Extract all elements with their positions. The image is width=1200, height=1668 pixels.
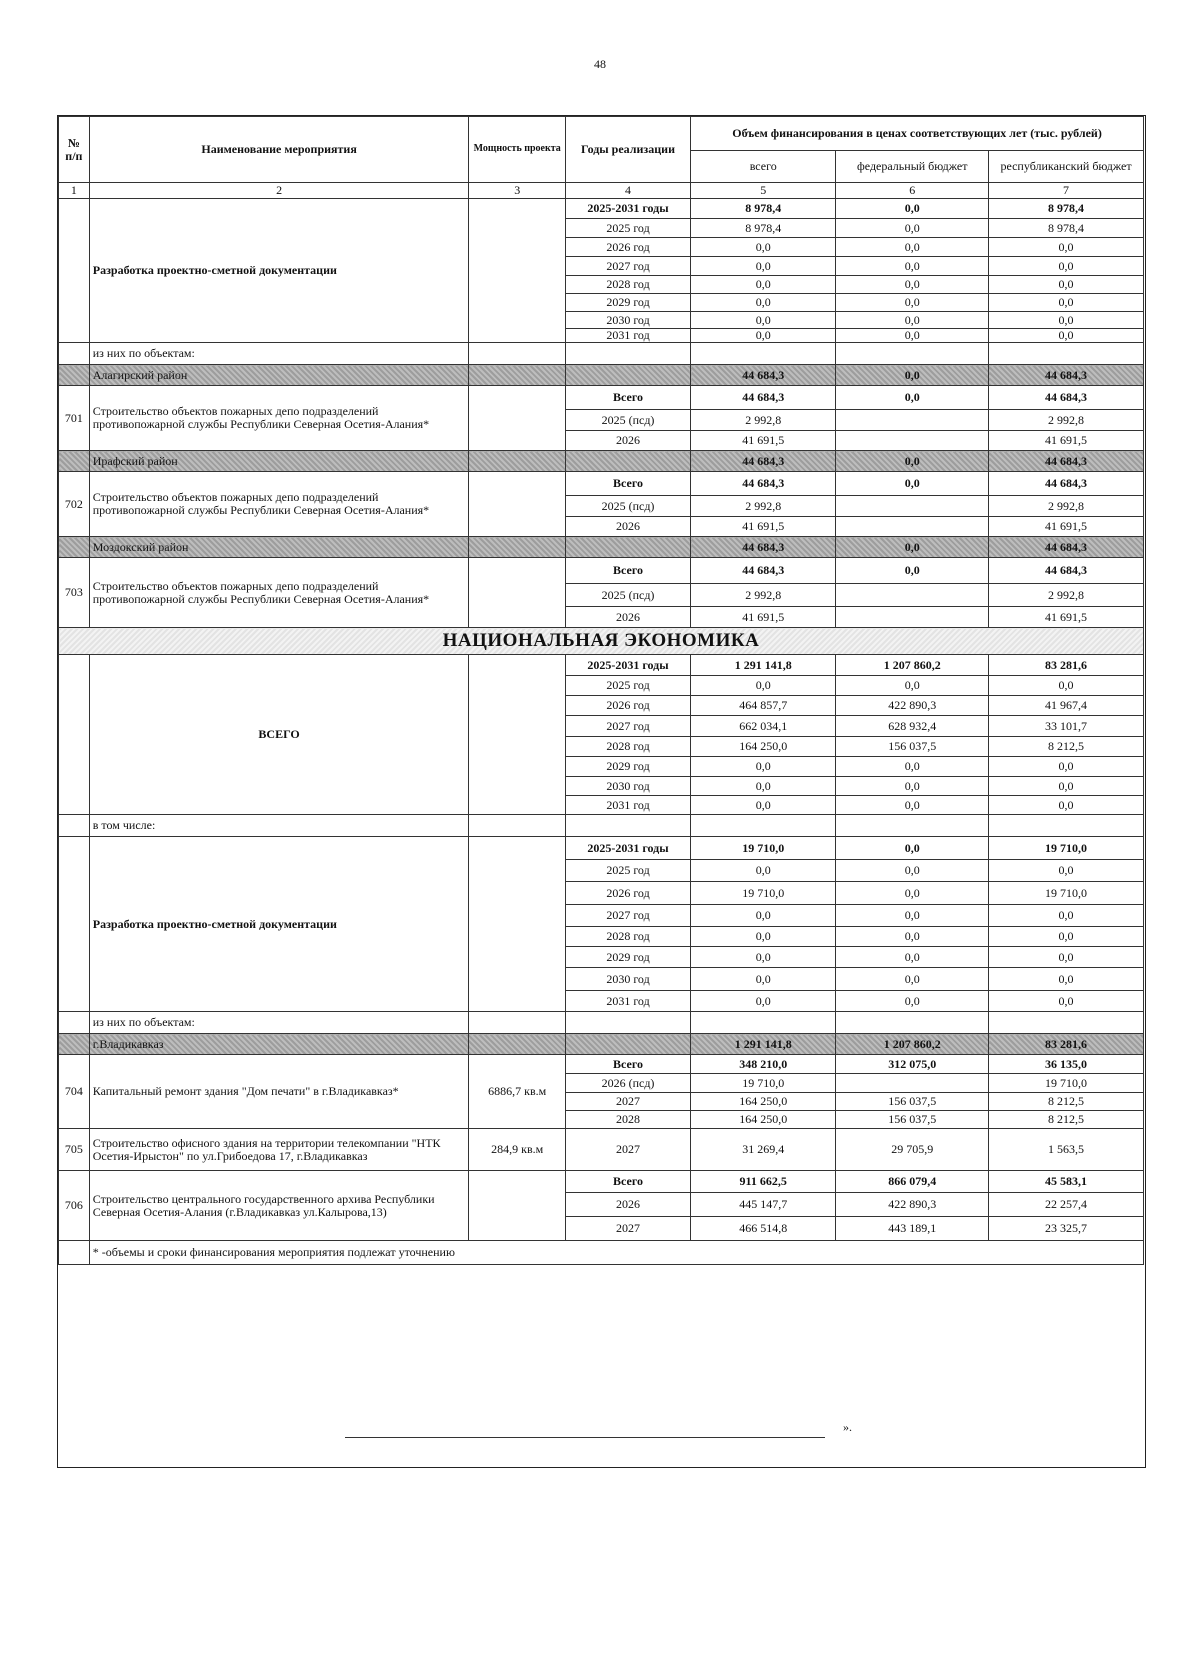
republic-cell: 45 583,1 bbox=[989, 1171, 1144, 1193]
empty-cell bbox=[836, 343, 989, 365]
label-row bbox=[59, 343, 1144, 365]
federal-cell: 0,0 bbox=[836, 238, 989, 257]
year-cell: Всего bbox=[565, 386, 690, 410]
year-cell: 2026 год bbox=[565, 238, 690, 257]
empty-cell bbox=[836, 815, 989, 837]
year-cell: 2030 год bbox=[565, 777, 690, 796]
table-body bbox=[59, 199, 1144, 1241]
project-capacity: 284,9 кв.м bbox=[469, 1129, 566, 1171]
total-cell: 0,0 bbox=[691, 796, 836, 815]
row-number bbox=[59, 655, 90, 815]
label-row bbox=[59, 815, 1144, 837]
activity-name: Строительство объектов пожарных депо подразделений противопожарной службы Республики Северная Осетия-Алания* bbox=[89, 472, 469, 537]
district-name: Ирафский район bbox=[89, 451, 469, 472]
republic-cell: 0,0 bbox=[989, 276, 1144, 294]
col-number: 4 bbox=[565, 183, 690, 199]
federal-cell bbox=[836, 496, 989, 517]
federal-cell: 443 189,1 bbox=[836, 1217, 989, 1241]
federal-cell: 0,0 bbox=[836, 796, 989, 815]
empty-cell bbox=[469, 537, 566, 558]
empty-cell bbox=[565, 451, 690, 472]
empty-cell bbox=[469, 1034, 566, 1055]
republic-cell: 0,0 bbox=[989, 860, 1144, 882]
district-name: г.Владикавказ bbox=[89, 1034, 469, 1055]
total-cell: 348 210,0 bbox=[691, 1055, 836, 1074]
total-cell: 8 978,4 bbox=[691, 219, 836, 238]
total-cell: 2 992,8 bbox=[691, 584, 836, 607]
federal-cell bbox=[836, 410, 989, 431]
federal-cell: 0,0 bbox=[836, 777, 989, 796]
project-capacity bbox=[469, 199, 566, 343]
project-capacity bbox=[469, 655, 566, 815]
empty-cell bbox=[565, 815, 690, 837]
republic-cell: 44 684,3 bbox=[989, 472, 1144, 496]
empty-cell bbox=[469, 1012, 566, 1034]
table-row bbox=[59, 655, 1144, 676]
total-cell: 19 710,0 bbox=[691, 1074, 836, 1093]
financing-table bbox=[58, 116, 1144, 1265]
district-total: 44 684,3 bbox=[691, 537, 836, 558]
republic-cell: 0,0 bbox=[989, 238, 1144, 257]
district-republic: 44 684,3 bbox=[989, 537, 1144, 558]
total-cell: 8 978,4 bbox=[691, 199, 836, 219]
district-row bbox=[59, 537, 1144, 558]
table-row bbox=[59, 1055, 1144, 1074]
republic-cell: 19 710,0 bbox=[989, 837, 1144, 860]
year-cell: 2028 bbox=[565, 1111, 690, 1129]
col-number: 2 bbox=[89, 183, 469, 199]
federal-cell: 156 037,5 bbox=[836, 737, 989, 757]
header-total: всего bbox=[691, 151, 836, 183]
empty-cell bbox=[565, 537, 690, 558]
republic-cell: 0,0 bbox=[989, 757, 1144, 777]
total-cell: 0,0 bbox=[691, 238, 836, 257]
total-cell: 44 684,3 bbox=[691, 386, 836, 410]
empty-cell bbox=[691, 343, 836, 365]
republic-cell: 0,0 bbox=[989, 329, 1144, 343]
header-federal: федеральный бюджет bbox=[836, 151, 989, 183]
republic-cell: 0,0 bbox=[989, 257, 1144, 276]
district-republic: 44 684,3 bbox=[989, 451, 1144, 472]
federal-cell: 0,0 bbox=[836, 757, 989, 777]
total-cell: 44 684,3 bbox=[691, 472, 836, 496]
year-cell: 2029 год bbox=[565, 757, 690, 777]
col-number: 6 bbox=[836, 183, 989, 199]
year-cell: 2025 (псд) bbox=[565, 410, 690, 431]
year-cell: 2027 bbox=[565, 1093, 690, 1111]
project-capacity bbox=[469, 472, 566, 537]
total-cell: 464 857,7 bbox=[691, 696, 836, 716]
empty-cell bbox=[469, 365, 566, 386]
project-capacity: 6886,7 кв.м bbox=[469, 1055, 566, 1129]
year-cell: 2028 год bbox=[565, 276, 690, 294]
federal-cell: 156 037,5 bbox=[836, 1093, 989, 1111]
empty-cell bbox=[565, 343, 690, 365]
total-cell: 41 691,5 bbox=[691, 517, 836, 537]
republic-cell: 8 212,5 bbox=[989, 1093, 1144, 1111]
empty-cell bbox=[691, 1012, 836, 1034]
federal-cell bbox=[836, 1074, 989, 1093]
republic-cell: 0,0 bbox=[989, 676, 1144, 696]
republic-cell: 8 212,5 bbox=[989, 737, 1144, 757]
total-cell: 0,0 bbox=[691, 294, 836, 312]
total-cell: 1 291 141,8 bbox=[691, 655, 836, 676]
total-cell: 0,0 bbox=[691, 276, 836, 294]
page-number: 48 bbox=[594, 57, 606, 71]
total-cell: 0,0 bbox=[691, 257, 836, 276]
republic-cell: 0,0 bbox=[989, 312, 1144, 329]
year-cell: Всего bbox=[565, 558, 690, 584]
year-cell: 2028 год bbox=[565, 737, 690, 757]
total-cell: 2 992,8 bbox=[691, 496, 836, 517]
activity-name: Разработка проектно-сметной документации bbox=[89, 837, 469, 1012]
table-row bbox=[59, 1129, 1144, 1171]
district-total: 44 684,3 bbox=[691, 365, 836, 386]
federal-cell: 0,0 bbox=[836, 199, 989, 219]
federal-cell: 422 890,3 bbox=[836, 696, 989, 716]
year-cell: 2026 bbox=[565, 1193, 690, 1217]
project-capacity bbox=[469, 558, 566, 628]
empty-cell bbox=[989, 1012, 1144, 1034]
year-cell: 2025-2031 годы bbox=[565, 655, 690, 676]
total-cell: 0,0 bbox=[691, 329, 836, 343]
closing-line bbox=[345, 1425, 825, 1438]
year-cell: 2026 (псд) bbox=[565, 1074, 690, 1093]
republic-cell: 8 978,4 bbox=[989, 199, 1144, 219]
federal-cell: 0,0 bbox=[836, 882, 989, 905]
republic-cell: 0,0 bbox=[989, 927, 1144, 947]
row-label: из них по объектам: bbox=[89, 343, 469, 365]
federal-cell: 0,0 bbox=[836, 219, 989, 238]
year-cell: Всего bbox=[565, 472, 690, 496]
activity-name: Строительство центрального государственного архива Республики Северная Осетия-Алания (г.Владикавказ ул.Калырова,13) bbox=[89, 1171, 469, 1241]
total-cell: 164 250,0 bbox=[691, 1111, 836, 1129]
republic-cell: 0,0 bbox=[989, 968, 1144, 991]
republic-cell: 36 135,0 bbox=[989, 1055, 1144, 1074]
federal-cell: 1 207 860,2 bbox=[836, 655, 989, 676]
republic-cell: 2 992,8 bbox=[989, 584, 1144, 607]
year-cell: 2025-2031 годы bbox=[565, 837, 690, 860]
district-name: Алагирский район bbox=[89, 365, 469, 386]
district-federal: 1 207 860,2 bbox=[836, 1034, 989, 1055]
republic-cell: 8 212,5 bbox=[989, 1111, 1144, 1129]
header-name: Наименование мероприятия bbox=[89, 117, 469, 183]
republic-cell: 0,0 bbox=[989, 796, 1144, 815]
header-num: № п/п bbox=[59, 117, 90, 183]
federal-cell: 866 079,4 bbox=[836, 1171, 989, 1193]
federal-cell: 0,0 bbox=[836, 386, 989, 410]
row-label: в том числе: bbox=[89, 815, 469, 837]
district-row bbox=[59, 1034, 1144, 1055]
table-row bbox=[59, 837, 1144, 860]
year-cell: 2025 год bbox=[565, 860, 690, 882]
total-cell: 466 514,8 bbox=[691, 1217, 836, 1241]
federal-cell bbox=[836, 584, 989, 607]
total-cell: 0,0 bbox=[691, 777, 836, 796]
year-cell: 2025 (псд) bbox=[565, 496, 690, 517]
federal-cell: 0,0 bbox=[836, 276, 989, 294]
total-cell: 0,0 bbox=[691, 676, 836, 696]
total-cell: 164 250,0 bbox=[691, 737, 836, 757]
total-cell: 31 269,4 bbox=[691, 1129, 836, 1171]
num-cell bbox=[59, 537, 90, 558]
total-cell: 2 992,8 bbox=[691, 410, 836, 431]
federal-cell: 0,0 bbox=[836, 905, 989, 927]
federal-cell: 0,0 bbox=[836, 472, 989, 496]
section-title: НАЦИОНАЛЬНАЯ ЭКОНОМИКА bbox=[59, 628, 1144, 655]
empty-cell bbox=[469, 343, 566, 365]
total-cell: 0,0 bbox=[691, 947, 836, 968]
federal-cell: 0,0 bbox=[836, 837, 989, 860]
row-number bbox=[59, 837, 90, 1012]
federal-cell: 29 705,9 bbox=[836, 1129, 989, 1171]
footnote: * -объемы и сроки финансирования мероприятия подлежат уточнению bbox=[89, 1241, 1143, 1265]
project-capacity bbox=[469, 837, 566, 1012]
year-cell: 2027 bbox=[565, 1217, 690, 1241]
federal-cell: 422 890,3 bbox=[836, 1193, 989, 1217]
federal-cell: 0,0 bbox=[836, 312, 989, 329]
year-cell: 2029 год bbox=[565, 294, 690, 312]
header-republic: республиканский бюджет bbox=[989, 151, 1144, 183]
row-label: из них по объектам: bbox=[89, 1012, 469, 1034]
year-cell: 2027 год bbox=[565, 716, 690, 737]
district-row bbox=[59, 451, 1144, 472]
empty-cell bbox=[691, 815, 836, 837]
federal-cell bbox=[836, 517, 989, 537]
row-number: 703 bbox=[59, 558, 90, 628]
republic-cell: 41 691,5 bbox=[989, 607, 1144, 628]
year-cell: 2027 год bbox=[565, 257, 690, 276]
federal-cell: 0,0 bbox=[836, 991, 989, 1012]
year-cell: 2025 (псд) bbox=[565, 584, 690, 607]
table-row bbox=[59, 386, 1144, 410]
total-cell: 0,0 bbox=[691, 757, 836, 777]
label-row bbox=[59, 1012, 1144, 1034]
empty-cell bbox=[989, 815, 1144, 837]
federal-cell: 0,0 bbox=[836, 676, 989, 696]
activity-name: Строительство объектов пожарных депо подразделений противопожарной службы Республики Северная Осетия-Алания* bbox=[89, 558, 469, 628]
total-cell: 662 034,1 bbox=[691, 716, 836, 737]
num-cell bbox=[59, 451, 90, 472]
header-years: Годы реализации bbox=[565, 117, 690, 183]
year-cell: 2026 bbox=[565, 431, 690, 451]
year-cell: 2031 год bbox=[565, 796, 690, 815]
republic-cell: 1 563,5 bbox=[989, 1129, 1144, 1171]
republic-cell: 44 684,3 bbox=[989, 558, 1144, 584]
empty-cell bbox=[469, 451, 566, 472]
federal-cell bbox=[836, 607, 989, 628]
project-capacity bbox=[469, 1171, 566, 1241]
row-number: 706 bbox=[59, 1171, 90, 1241]
row-number: 701 bbox=[59, 386, 90, 451]
table-row bbox=[59, 199, 1144, 219]
district-republic: 44 684,3 bbox=[989, 365, 1144, 386]
total-cell: 0,0 bbox=[691, 927, 836, 947]
republic-cell: 0,0 bbox=[989, 294, 1144, 312]
republic-cell: 0,0 bbox=[989, 905, 1144, 927]
table-row bbox=[59, 1171, 1144, 1193]
district-name: Моздокский район bbox=[89, 537, 469, 558]
table-row bbox=[59, 472, 1144, 496]
year-cell: 2026 год bbox=[565, 696, 690, 716]
republic-cell: 41 967,4 bbox=[989, 696, 1144, 716]
total-cell: 0,0 bbox=[691, 905, 836, 927]
total-cell: 0,0 bbox=[691, 312, 836, 329]
row-number bbox=[59, 199, 90, 343]
total-cell: 41 691,5 bbox=[691, 607, 836, 628]
year-cell: Всего bbox=[565, 1171, 690, 1193]
total-cell: 164 250,0 bbox=[691, 1093, 836, 1111]
district-row bbox=[59, 365, 1144, 386]
total-cell: 41 691,5 bbox=[691, 431, 836, 451]
section-row bbox=[59, 628, 1144, 655]
year-cell: 2031 год bbox=[565, 991, 690, 1012]
republic-cell: 0,0 bbox=[989, 991, 1144, 1012]
year-cell: 2027 bbox=[565, 1129, 690, 1171]
activity-name: ВСЕГО bbox=[89, 655, 469, 815]
republic-cell: 2 992,8 bbox=[989, 410, 1144, 431]
year-cell: 2027 год bbox=[565, 905, 690, 927]
total-cell: 445 147,7 bbox=[691, 1193, 836, 1217]
year-cell: 2030 год bbox=[565, 968, 690, 991]
total-cell: 911 662,5 bbox=[691, 1171, 836, 1193]
total-cell: 0,0 bbox=[691, 860, 836, 882]
district-total: 44 684,3 bbox=[691, 451, 836, 472]
year-cell: 2029 год bbox=[565, 947, 690, 968]
total-cell: 19 710,0 bbox=[691, 837, 836, 860]
activity-name: Капитальный ремонт здания "Дом печати" в г.Владикавказ* bbox=[89, 1055, 469, 1129]
header-funding: Объем финансирования в ценах соответствующих лет (тыс. рублей) bbox=[691, 117, 1144, 151]
federal-cell: 312 075,0 bbox=[836, 1055, 989, 1074]
republic-cell: 44 684,3 bbox=[989, 386, 1144, 410]
col-number: 5 bbox=[691, 183, 836, 199]
year-cell: Всего bbox=[565, 1055, 690, 1074]
total-cell: 19 710,0 bbox=[691, 882, 836, 905]
num-cell bbox=[59, 1012, 90, 1034]
empty-cell bbox=[565, 365, 690, 386]
empty-cell bbox=[565, 1034, 690, 1055]
col-number: 3 bbox=[469, 183, 566, 199]
total-cell: 0,0 bbox=[691, 968, 836, 991]
num-cell bbox=[59, 343, 90, 365]
federal-cell: 0,0 bbox=[836, 927, 989, 947]
activity-name: Строительство офисного здания на территории телекомпании "НТК Осетия-Ирыстон" по ул.Грибоедова 17, г.Владикавказ bbox=[89, 1129, 469, 1171]
year-cell: 2025-2031 годы bbox=[565, 199, 690, 219]
closing-mark: ». bbox=[843, 1420, 852, 1434]
total-cell: 0,0 bbox=[691, 991, 836, 1012]
republic-cell: 23 325,7 bbox=[989, 1217, 1144, 1241]
republic-cell: 19 710,0 bbox=[989, 1074, 1144, 1093]
empty-cell bbox=[836, 1012, 989, 1034]
year-cell: 2026 bbox=[565, 517, 690, 537]
federal-cell bbox=[836, 431, 989, 451]
republic-cell: 33 101,7 bbox=[989, 716, 1144, 737]
year-cell: 2025 год bbox=[565, 219, 690, 238]
num-cell bbox=[59, 815, 90, 837]
republic-cell: 2 992,8 bbox=[989, 496, 1144, 517]
project-capacity bbox=[469, 386, 566, 451]
year-cell: 2031 год bbox=[565, 329, 690, 343]
district-federal: 0,0 bbox=[836, 451, 989, 472]
year-cell: 2030 год bbox=[565, 312, 690, 329]
empty-cell bbox=[469, 815, 566, 837]
federal-cell: 0,0 bbox=[836, 294, 989, 312]
year-cell: 2025 год bbox=[565, 676, 690, 696]
federal-cell: 0,0 bbox=[836, 947, 989, 968]
republic-cell: 41 691,5 bbox=[989, 431, 1144, 451]
num-cell bbox=[59, 1034, 90, 1055]
republic-cell: 0,0 bbox=[989, 947, 1144, 968]
document-sheet bbox=[57, 115, 1146, 1468]
activity-name: Строительство объектов пожарных депо подразделений противопожарной службы Республики Северная Осетия-Алания* bbox=[89, 386, 469, 451]
total-cell: 44 684,3 bbox=[691, 558, 836, 584]
republic-cell: 22 257,4 bbox=[989, 1193, 1144, 1217]
federal-cell: 0,0 bbox=[836, 257, 989, 276]
federal-cell: 0,0 bbox=[836, 558, 989, 584]
table-row bbox=[59, 558, 1144, 584]
republic-cell: 83 281,6 bbox=[989, 655, 1144, 676]
row-number: 705 bbox=[59, 1129, 90, 1171]
empty-cell bbox=[989, 343, 1144, 365]
federal-cell: 628 932,4 bbox=[836, 716, 989, 737]
republic-cell: 41 691,5 bbox=[989, 517, 1144, 537]
federal-cell: 156 037,5 bbox=[836, 1111, 989, 1129]
district-federal: 0,0 bbox=[836, 537, 989, 558]
row-number: 704 bbox=[59, 1055, 90, 1129]
year-cell: 2028 год bbox=[565, 927, 690, 947]
num-cell bbox=[59, 365, 90, 386]
district-total: 1 291 141,8 bbox=[691, 1034, 836, 1055]
footnote-num-cell bbox=[59, 1241, 90, 1265]
row-number: 702 bbox=[59, 472, 90, 537]
federal-cell: 0,0 bbox=[836, 860, 989, 882]
republic-cell: 19 710,0 bbox=[989, 882, 1144, 905]
year-cell: 2026 год bbox=[565, 882, 690, 905]
district-federal: 0,0 bbox=[836, 365, 989, 386]
col-number: 1 bbox=[59, 183, 90, 199]
federal-cell: 0,0 bbox=[836, 968, 989, 991]
federal-cell: 0,0 bbox=[836, 329, 989, 343]
header-capacity: Мощность проекта bbox=[469, 117, 566, 183]
empty-cell bbox=[565, 1012, 690, 1034]
district-republic: 83 281,6 bbox=[989, 1034, 1144, 1055]
col-number: 7 bbox=[989, 183, 1144, 199]
activity-name: Разработка проектно-сметной документации bbox=[89, 199, 469, 343]
year-cell: 2026 bbox=[565, 607, 690, 628]
republic-cell: 0,0 bbox=[989, 777, 1144, 796]
republic-cell: 8 978,4 bbox=[989, 219, 1144, 238]
